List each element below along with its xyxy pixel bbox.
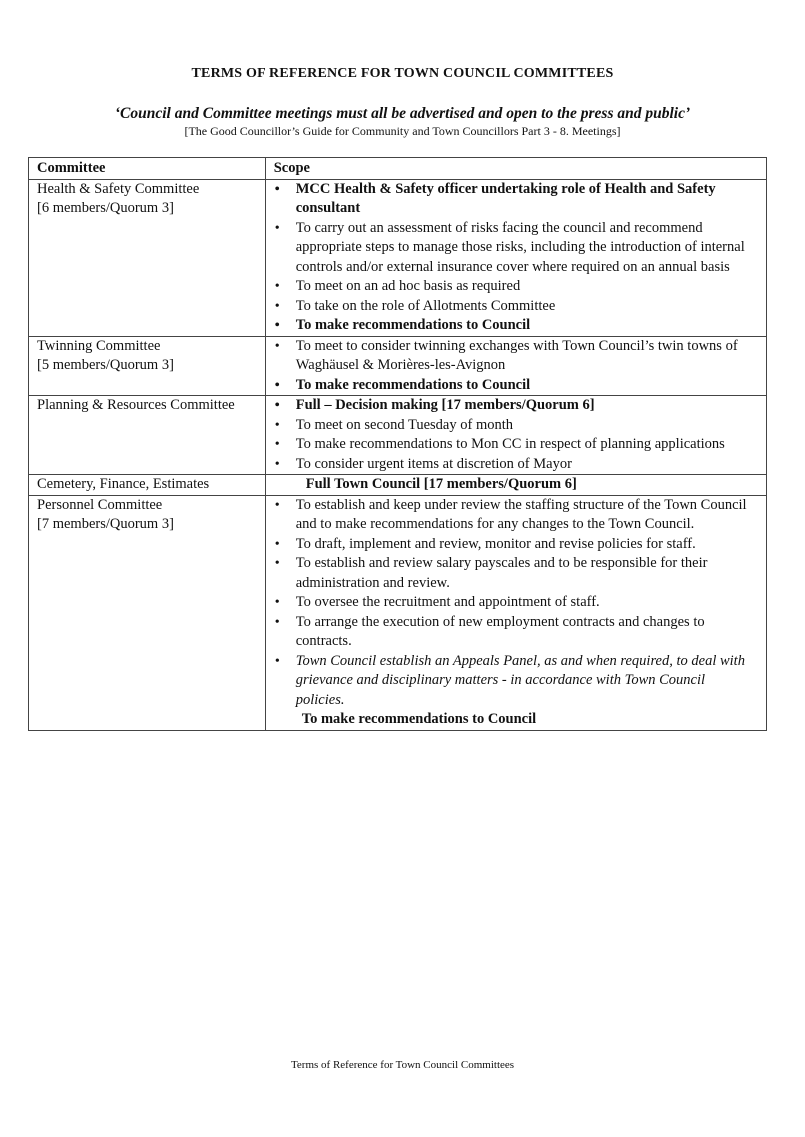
scope-cell	[265, 495, 766, 730]
committee-name: Planning & Resources Committee	[37, 397, 235, 413]
scope-cell	[265, 475, 766, 496]
scope-item: • To make recommendations to Council	[266, 316, 766, 336]
scope-item: • To draft, implement and review, monitor and revise policies for staff.	[266, 535, 766, 555]
table-header-row	[29, 158, 767, 180]
document-title: TERMS OF REFERENCE FOR TOWN COUNCIL COMMITTEES	[191, 66, 614, 81]
scope-item: • MCC Health & Safety officer undertaking role of Health and Safety consultant	[266, 180, 766, 219]
scope-item: • To meet on an ad hoc basis as required	[266, 277, 766, 297]
table-row	[29, 396, 767, 475]
committee-name: Personnel Committee	[37, 496, 163, 513]
committee-name: Twinning Committee	[37, 337, 161, 354]
scope-item: • Full – Decision making [17 members/Quorum 6]	[266, 396, 766, 416]
scope-item: • To make recommendations to Council	[266, 376, 766, 396]
committee-name: Cemetery, Finance, Estimates	[37, 476, 210, 492]
committee-members: [5 members/Quorum 3]	[37, 357, 174, 373]
scope-trailer: To make recommendations to Council	[301, 711, 537, 727]
committee-cell	[29, 475, 266, 496]
table-row	[29, 336, 767, 396]
scope-cell	[265, 336, 766, 396]
table-row	[29, 495, 767, 730]
scope-item: • To take on the role of Allotments Committee	[266, 297, 766, 317]
column-header-scope: Scope	[265, 158, 766, 180]
scope-item: • To oversee the recruitment and appointment of staff.	[266, 593, 766, 613]
scope-item: • To establish and keep under review the staffing structure of the Town Council and to make recommendations for any changes to the Town Council.	[266, 496, 766, 535]
document-source: [The Good Councillor’s Guide for Community and Town Councillors Part 3 - 8. Meetings]	[184, 124, 621, 138]
scope-item: • To meet on second Tuesday of month	[266, 416, 766, 436]
scope-list	[266, 337, 766, 396]
committee-cell	[29, 396, 266, 475]
scope-item: • To establish and review salary payscales and to be responsible for their administration and review.	[266, 554, 766, 593]
committee-cell	[29, 179, 266, 336]
committees-table	[28, 157, 767, 731]
table-row	[29, 475, 767, 496]
scope-item: • Town Council establish an Appeals Panel, as and when required, to deal with grievance and disciplinary matters - in accordance with Town Council policies.	[266, 652, 766, 711]
scope-item: • To meet to consider twinning exchanges with Town Council’s twin towns of Waghäusel & Morières-les-Avignon	[266, 337, 766, 376]
scope-list	[266, 396, 766, 474]
scope-item: • To carry out an assessment of risks facing the council and recommend appropriate steps to manage those risks, including the introduction of internal controls and/or external insurance cover where required on an annual basis	[266, 219, 766, 278]
scope-plain-text: Full Town Council [17 members/Quorum 6]	[305, 476, 577, 492]
committee-cell	[29, 495, 266, 730]
scope-list	[266, 180, 766, 336]
scope-item: • To consider urgent items at discretion of Mayor	[266, 455, 766, 475]
scope-item: • To arrange the execution of new employment contracts and changes to contracts.	[266, 613, 766, 652]
committee-members: [6 members/Quorum 3]	[37, 200, 174, 216]
scope-item: • To make recommendations to Mon CC in respect of planning applications	[266, 435, 766, 455]
committee-cell	[29, 336, 266, 396]
committee-name: Health & Safety Committee	[37, 180, 200, 197]
table-row	[29, 179, 767, 336]
scope-list	[266, 496, 766, 730]
scope-cell	[265, 396, 766, 475]
scope-cell	[265, 179, 766, 336]
document-quote: ‘Council and Committee meetings must all be advertised and open to the press and public’	[114, 105, 691, 122]
page-footer: Terms of Reference for Town Council Committees	[290, 1059, 515, 1071]
committee-members: [7 members/Quorum 3]	[37, 516, 174, 532]
column-header-committee: Committee	[29, 158, 266, 180]
